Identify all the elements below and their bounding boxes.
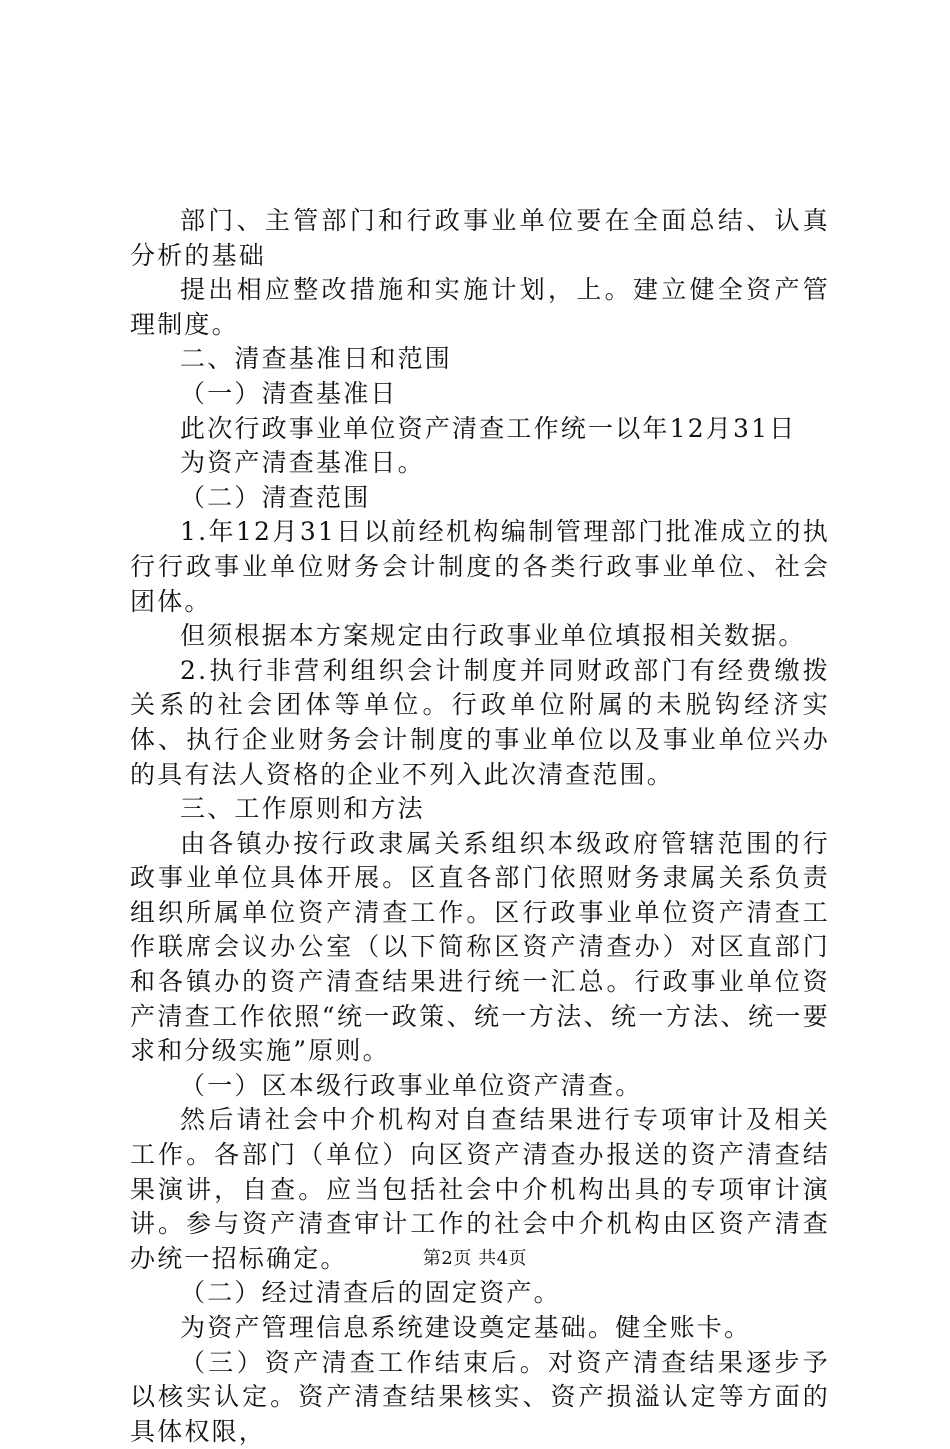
- paragraph-1: 部门、主管部门和行政事业单位要在全面总结、认真分析的基础: [130, 206, 830, 270]
- subsection-heading-district-level: （一）区本级行政事业单位资产清查。: [180, 1070, 643, 1100]
- section-heading-2: 二、清查基准日和范围: [180, 344, 453, 374]
- paragraph-fixed-assets: 为资产管理信息系统建设奠定基础。健全账卡。: [180, 1313, 752, 1342]
- subsection-heading-base-date: （一）清查基准日: [180, 378, 398, 408]
- subsection-heading-fixed-assets: （二）经过清查后的固定资产。: [180, 1278, 561, 1308]
- paragraph-principles: 由各镇办按行政隶属关系组织本级政府管辖范围的行政事业单位具体开展。区直各部门依照财务隶属关系负责组织所属单位资产清查工作。区行政事业单位资产清查工作联席会议办公室（以下简称区资产清查办）对区直部门和各镇办的资产清查结果进行统一汇总。行政事业单位资产清查工作依照“统一政策、统一方法、统一方法、统一要求和分级实施”原则。: [130, 828, 830, 1066]
- paragraph-scope-1: 1.年12月31日以前经机构编制管理部门批准成立的执行行政事业单位财务会计制度的各类行政事业单位、社会团体。: [130, 517, 830, 616]
- paragraph-verification: （三）资产清查工作结束后。对资产清查结果逐步予以核实认定。资产清查结果核实、资产损溢认定等方面的具体权限，: [130, 1347, 830, 1446]
- paragraph-scope-2: 2.执行非营利组织会计制度并同财政部门有经费缴拨关系的社会团体等单位。行政单位附属的未脱钩经济实体、执行企业财务会计制度的事业单位以及事业单位兴办的具有法人资格的企业不列入此次清查范围。: [130, 655, 830, 789]
- paragraph-base-date: 此次行政事业单位资产清查工作统一以年12月31日: [180, 413, 797, 443]
- page-number-footer: 第2页 共4页: [422, 1248, 528, 1269]
- subsection-heading-scope: （二）清查范围: [180, 482, 371, 512]
- paragraph-base-date-cont: 为资产清查基准日。: [180, 448, 425, 478]
- section-heading-3: 三、工作原则和方法: [180, 794, 425, 824]
- paragraph-scope-note: 但须根据本方案规定由行政事业单位填报相关数据。: [180, 621, 806, 651]
- paragraph-audit: 然后请社会中介机构对自查结果进行专项审计及相关工作。各部门（单位）向区资产清查办报送的资产清查结果演讲，自查。应当包括社会中介机构出具的专项审计演讲。参与资产清查审计工作的社会中介机构由区资产清查办统一招标确定。: [130, 1105, 830, 1273]
- paragraph-2: 提出相应整改措施和实施计划，上。建立健全资产管理制度。: [130, 275, 830, 339]
